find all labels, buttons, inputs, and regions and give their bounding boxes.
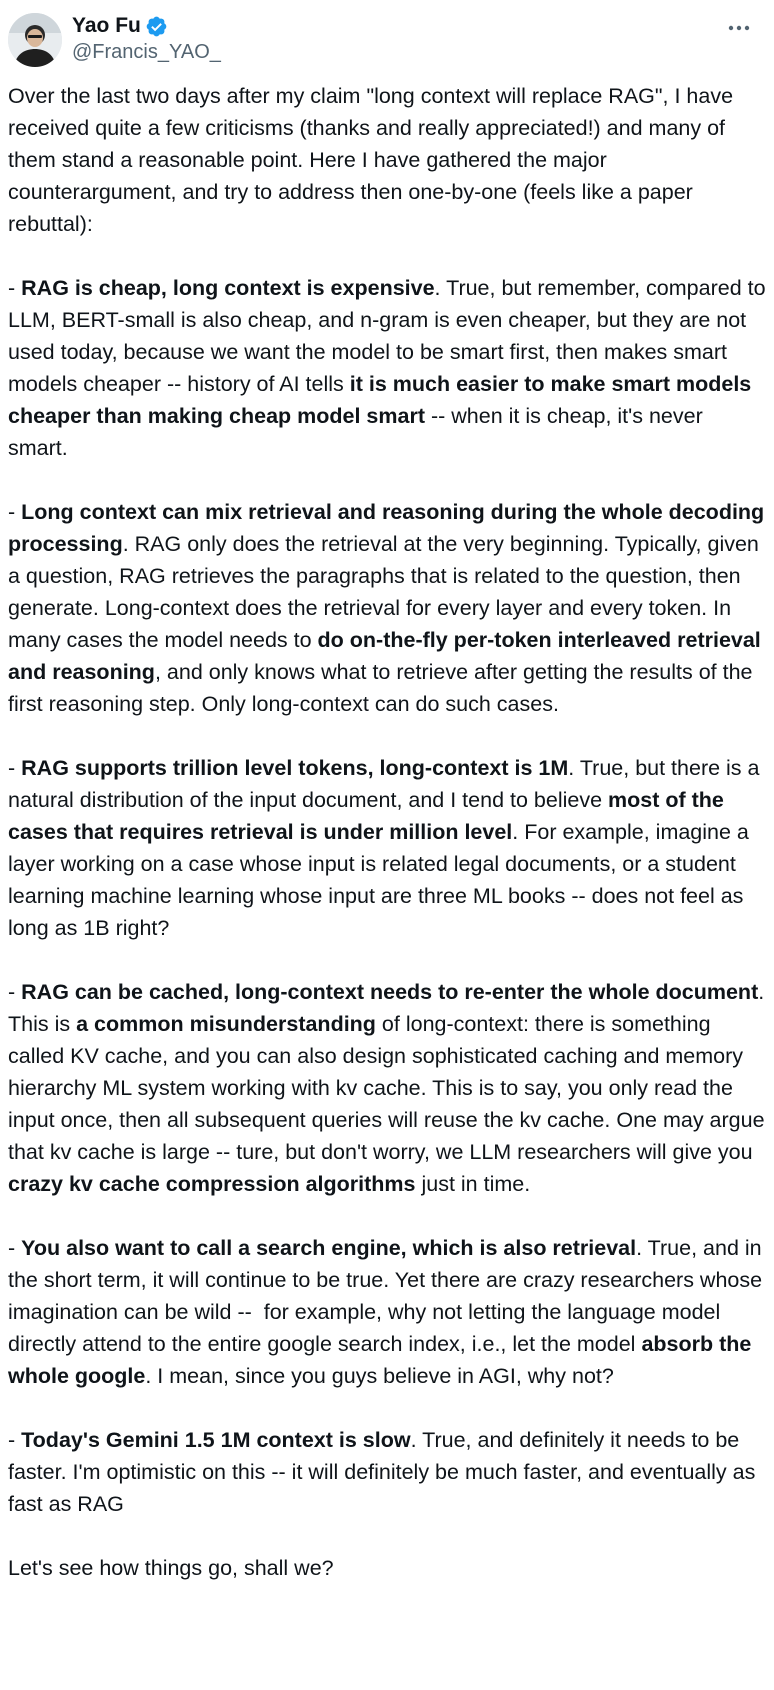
point-1-claim: RAG is cheap, long context is expensive (21, 276, 435, 300)
point-prefix: - (8, 1236, 22, 1260)
verified-badge-icon[interactable] (145, 15, 168, 38)
point-2-text: . RAG only does the retrieval at the very beginning. Typically, given a question, RAG retrieves the paragraphs that is related to the question, then generate. Long-context does the retrieval for every layer and every token. In many cases the model needs to (8, 532, 765, 652)
author-names (72, 13, 221, 65)
point-1-text: . True, but remember, compared to LLM, BERT-small is also cheap, and n-gram is even cheaper, but they are not used today, because we want the model to be smart first, then makes smart models cheaper -- history of AI tells (8, 276, 772, 396)
display-name[interactable]: Yao Fu (72, 14, 141, 37)
avatar[interactable] (8, 13, 62, 67)
point-3-claim: RAG supports trillion level tokens, long-context is 1M (21, 756, 569, 780)
point-prefix: - (8, 756, 22, 780)
point-4-emphasis-2: crazy kv cache compression algorithms (8, 1172, 416, 1196)
point-4-text: . This is (8, 980, 770, 1036)
point-prefix: - (8, 276, 22, 300)
point-4-text-end: just in time. (415, 1172, 531, 1196)
handle[interactable]: @Francis_YAO_ (72, 41, 221, 63)
point-5-text-end: . I mean, since you guys believe in AGI, why not? (145, 1364, 614, 1388)
point-1-emphasis: it is much easier to make smart models cheaper than making cheap model smart (8, 372, 758, 428)
point-prefix: - (8, 500, 22, 524)
point-5-text: . True, and in the short term, it will continue to be true. Yet there are crazy researchers whose imagination can be wild -- for example, why not letting the language model directly attend to the entire google search index, i.e., let the model (8, 1236, 769, 1356)
point-prefix: - (8, 1428, 22, 1452)
point-3-emphasis: most of the cases that requires retrieval is under million level (8, 788, 730, 844)
point-3-text-end: . For example, imagine a layer working on a case whose input is related legal documents, or a student learning machine learning whose input are three ML books -- does not feel as long as 1B right? (8, 820, 755, 940)
point-2-claim: Long context can mix retrieval and reasoning during the whole decoding processing (8, 500, 771, 556)
tweet-text (8, 80, 772, 1584)
point-4-claim: RAG can be cached, long-context needs to re-enter the whole document (21, 980, 759, 1004)
point-1-text-end: -- when it is cheap, it's never smart. (8, 404, 709, 460)
point-4-emphasis: a common misunderstanding (76, 1012, 376, 1036)
point-5-claim: You also want to call a search engine, which is also retrieval (21, 1236, 637, 1260)
point-1 (8, 276, 772, 460)
point-4-text-mid: of long-context: there is something called KV cache, and you can also design sophisticated caching and memory hierarchy ML system working with kv cache. This is to say, you only read the input once, then all subsequent queries will reuse the kv cache. One may argue that kv cache is large -- ture, but don't worry, we LLM researchers will give you (8, 1012, 771, 1164)
point-3 (8, 756, 765, 940)
point-5-emphasis: absorb the whole google (8, 1332, 758, 1388)
point-2 (8, 500, 770, 716)
tweet-header (8, 13, 774, 67)
point-prefix: - (8, 980, 22, 1004)
closing-line: Let's see how things go, shall we? (8, 1556, 334, 1580)
more-dots-icon[interactable] (724, 17, 754, 39)
point-2-text-end: , and only knows what to retrieve after getting the results of the first reasoning step. Only long-context can do such cases. (8, 660, 759, 716)
display-name-row (72, 13, 221, 39)
profile-photo (8, 13, 62, 67)
point-3-text: . True, but there is a natural distribution of the input document, and I tend to believe (8, 756, 766, 812)
point-6-claim: Today's Gemini 1.5 1M context is slow (21, 1428, 411, 1452)
point-6-text: . True, and definitely it needs to be faster. I'm optimistic on this -- it will definitely be much faster, and eventually as fast as RAG (8, 1428, 762, 1516)
intro-paragraph: Over the last two days after my claim "long context will replace RAG", I have received quite a few criticisms (thanks and really appreciated!) and many of them stand a reasonable point. Here I have gathered the major counterargument, and try to address then one-by-one (feels like a paper rebuttal): (8, 84, 740, 236)
point-5 (8, 1236, 768, 1388)
point-2-emphasis: do on-the-fly per-token interleaved retrieval and reasoning (8, 628, 767, 684)
point-6 (8, 1428, 761, 1516)
point-4 (8, 980, 771, 1196)
